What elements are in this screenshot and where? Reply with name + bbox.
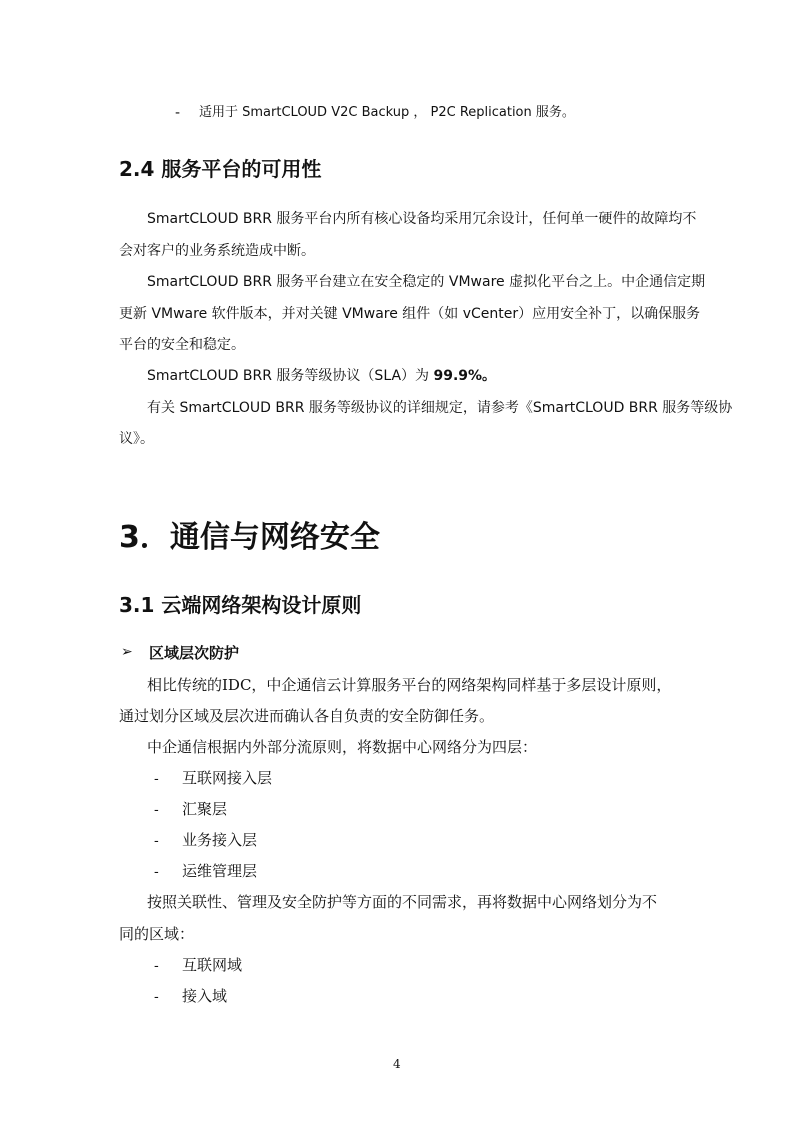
paragraph-line: 会对客户的业务系统造成中断。: [119, 243, 315, 259]
sla-text: SmartCLOUD BRR 服务等级协议（SLA）为: [147, 368, 434, 384]
page-number: 4: [393, 1057, 401, 1071]
paragraph-line: SmartCLOUD BRR 服务平台建立在安全稳定的 VMware 虚拟化平台之上。中企通信定期: [147, 274, 706, 290]
paragraph-line: 同的区域：: [119, 925, 195, 943]
list-dash: -: [154, 864, 159, 880]
list-item: 汇聚层: [182, 800, 228, 818]
paragraph-line: 相比传统的IDC，中企通信云计算服务平台的网络架构同样基于多层设计原则，: [147, 676, 672, 694]
list-item-dash: -: [175, 105, 181, 121]
list-item: 互联网接入层: [182, 769, 273, 787]
chapter-heading-3: 3．通信与网络安全: [119, 520, 380, 555]
paragraph-line: 按照关联性、管理及安全防护等方面的不同需求，再将数据中心网络划分为不: [147, 893, 658, 911]
list-dash: -: [154, 802, 159, 818]
paragraph-line: 中企通信根据内外部分流原则，将数据中心网络分为四层：: [147, 738, 538, 756]
paragraph-line: 通过划分区域及层次进而确认各自负责的安全防御任务。: [119, 707, 495, 725]
paragraph-line: 有关 SmartCLOUD BRR 服务等级协议的详细规定，请参考《SmartCLOUD BRR 服务等级协: [147, 400, 733, 416]
arrow-bullet-icon: ➢: [121, 644, 133, 660]
list-item-text: 适用于 SmartCLOUD V2C Backup ， P2C Replication 服务。: [199, 105, 575, 120]
list-item: 业务接入层: [182, 831, 258, 849]
paragraph-line: SmartCLOUD BRR 服务平台内所有核心设备均采用冗余设计，任何单一硬件的故障均不: [147, 211, 697, 227]
paragraph-line: 更新 VMware 软件版本，并对关键 VMware 组件（如 vCenter）应用安全补丁，以确保服务: [119, 306, 701, 322]
section-heading-3-1: 3.1 云端网络架构设计原则: [119, 593, 362, 617]
paragraph-line: 议》。: [119, 431, 154, 447]
list-dash: -: [154, 958, 159, 974]
list-dash: -: [154, 833, 159, 849]
list-dash: -: [154, 771, 159, 787]
list-item: 接入域: [182, 987, 228, 1005]
sla-line: [147, 367, 496, 385]
subheading: 区域层次防护: [149, 644, 240, 662]
list-item: 互联网域: [182, 956, 243, 974]
section-heading-2-4: 2.4 服务平台的可用性: [119, 157, 322, 181]
list-item: 运维管理层: [182, 862, 258, 880]
paragraph-line: 平台的安全和稳定。: [119, 337, 245, 353]
list-dash: -: [154, 989, 159, 1005]
sla-value: 99.9%。: [433, 368, 497, 384]
